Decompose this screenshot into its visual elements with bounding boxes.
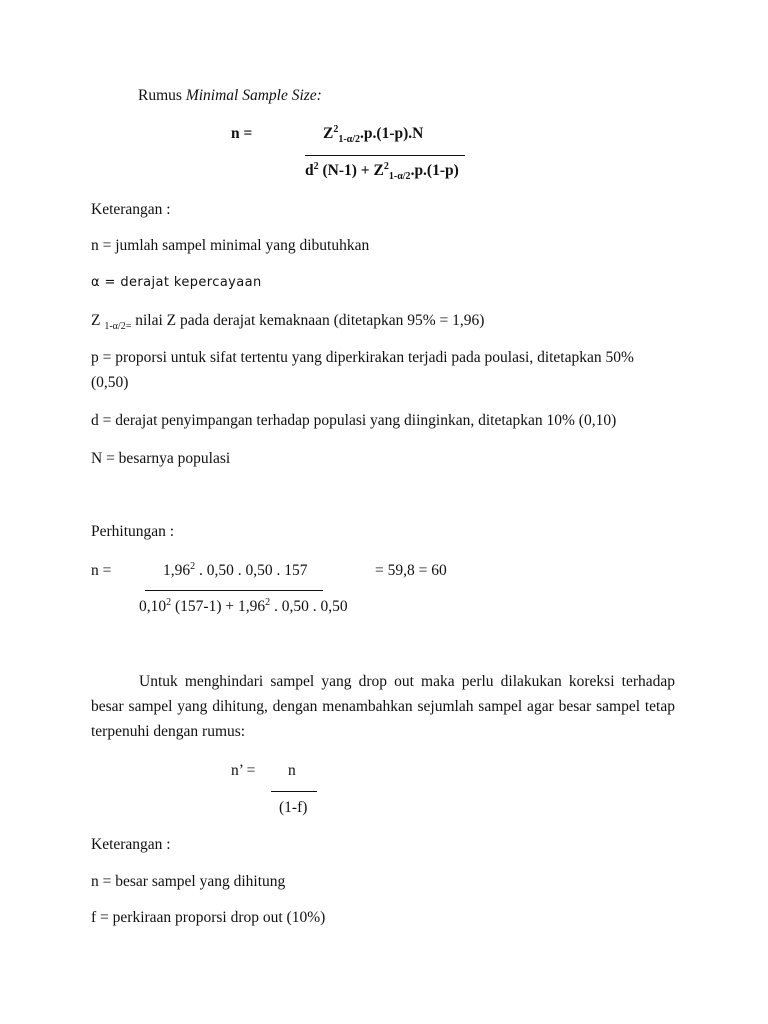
correction-paragraph-text: Untuk menghindari sampel yang drop out maka perlu dilakukan koreksi terhadap besar sampel yang dihitung, dengan menambahkan sejumlah sampel agar besar sampel tetap terpenuhi dengan rumus:	[91, 673, 675, 740]
perhitungan-title: Perhitungan :	[91, 523, 175, 540]
calc-fraction-bar	[145, 590, 323, 591]
keterangan2-title: Keterangan :	[91, 836, 171, 853]
formula-heading	[138, 87, 322, 105]
z-definition: Z $_{1-\alpha/2=}$ nilai Z pada derajat kemaknaan (ditetapkan 95% = 1,96)	[91, 312, 485, 333]
n-definition: n = jumlah sampel minimal yang dibutuhkan	[91, 237, 370, 254]
formula1-fraction-bar	[305, 155, 465, 156]
formula2-denominator: (1-f)	[279, 799, 308, 816]
N-definition: N = besarnya populasi	[91, 450, 231, 467]
alpha-definition: α = derajat kepercayaan	[91, 275, 262, 290]
calc-numerator: 1,96$^2$ . 0,50 . 0,50 . 157	[163, 560, 308, 579]
n-sample-definition: n = besar sampel yang dihitung	[91, 873, 286, 890]
p-definition-line1: p = proporsi untuk sifat tertentu yang diperkirakan terjadi pada poulasi, ditetapkan 50%	[91, 349, 634, 366]
calc-result: = 59,8 = 60	[375, 562, 447, 579]
heading-prefix: Rumus	[138, 87, 182, 104]
formula2-lhs: n’ =	[231, 762, 256, 779]
f-definition: f = perkiraan proporsi drop out (10%)	[91, 909, 326, 926]
formula1-denominator: $d^2$ $(N-1) + Z^2_{1-\alpha/2}.p.(1-p)$	[305, 160, 459, 183]
keterangan1-title: Keterangan :	[91, 201, 171, 218]
formula1-lhs: n =	[231, 125, 253, 142]
formula2-fraction-bar	[271, 791, 317, 792]
d-definition: d = derajat penyimpangan terhadap populasi yang diinginkan, ditetapkan 10% (0,10)	[91, 412, 617, 429]
heading-italic: Minimal Sample Size:	[185, 87, 322, 104]
p-definition-line2: (0,50)	[91, 374, 129, 391]
calc-denominator: 0,10$^2$ $(157-1) + 1,96^2$ . 0,50 . 0,50	[139, 596, 348, 615]
formula1-numerator: $Z^2_{1-\alpha/2}.p.(1-p).N$	[323, 123, 424, 146]
calc-lhs: n =	[91, 562, 112, 579]
correction-paragraph	[91, 669, 675, 744]
formula2-numerator: n	[288, 762, 296, 779]
